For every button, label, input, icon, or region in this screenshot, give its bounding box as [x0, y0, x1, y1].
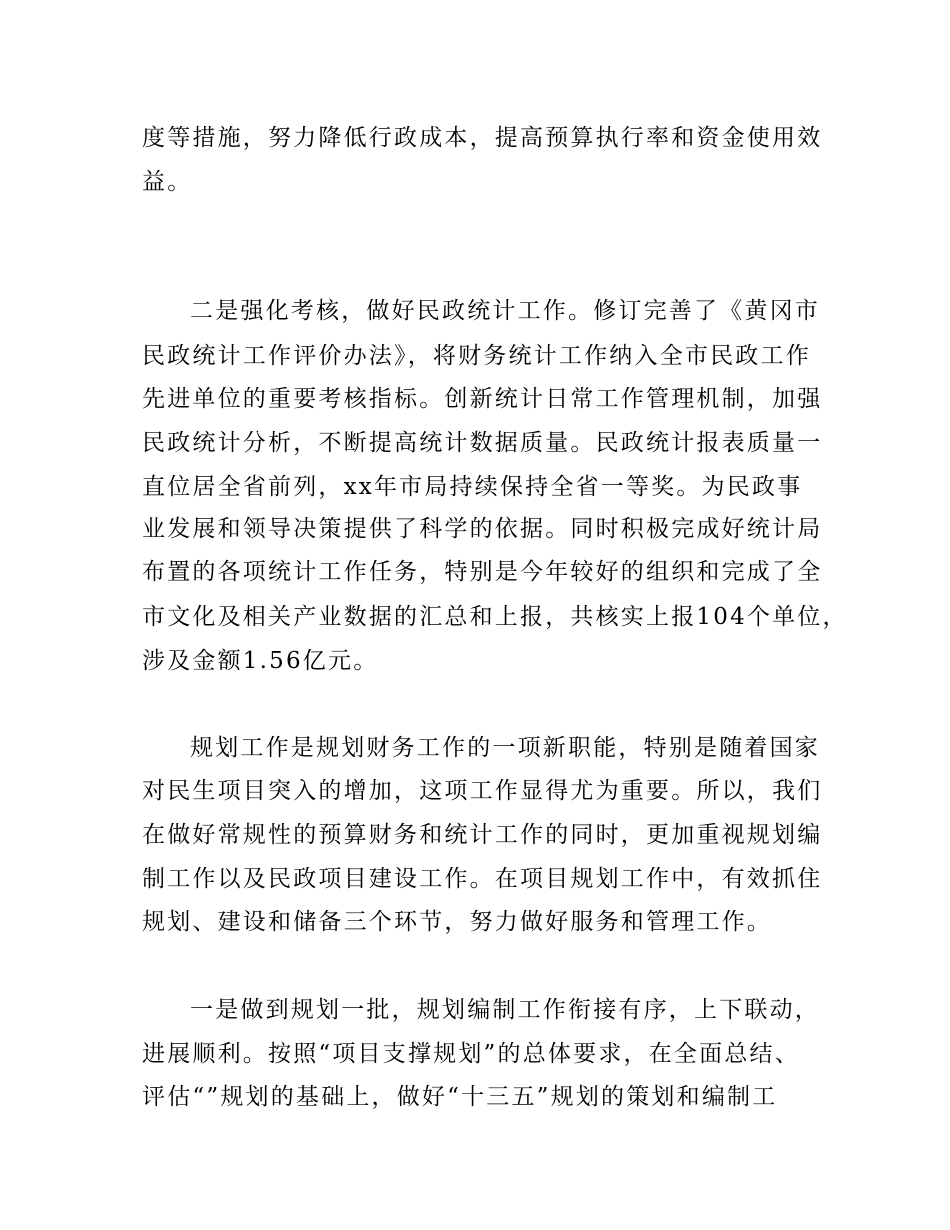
text-line: 在做好常规性的预算财务和统计工作的同时，更加重视规划编	[142, 822, 823, 848]
text-line: 民政统计工作评价办法》，将财务统计工作纳入全市民政工作	[142, 343, 811, 369]
text-line: 益。	[142, 169, 193, 195]
text-line: 二是强化考核，做好民政统计工作。修订完善了《黄冈市	[190, 298, 820, 324]
text-line: 布置的各项统计工作任务，特别是今年较好的组织和完成了全	[142, 559, 823, 585]
text-line: 直位居全省前列，xx年市局持续保持全省一等奖。为民政事	[142, 474, 803, 500]
text-line: 进展顺利。按照“项目支撑规划”的总体要求，在全面总结、	[142, 1041, 800, 1067]
text-line: 规划工作是规划财务工作的一项新职能，特别是随着国家	[190, 735, 820, 761]
text-line: 规划、建设和储备三个环节，努力做好服务和管理工作。	[142, 909, 772, 935]
text-line: 市文化及相关产业数据的汇总和上报，共核实上报104个单位，	[142, 604, 848, 630]
text-line: 一是做到规划一批，规划编制工作衔接有序，上下联动，	[190, 997, 820, 1023]
text-line: 评估“”规划的基础上，做好“十三五”规划的策划和编制工	[142, 1084, 778, 1110]
text-line: 涉及金额1.56亿元。	[142, 648, 379, 674]
text-line: 先进单位的重要考核指标。创新统计日常工作管理机制，加强	[142, 386, 823, 412]
text-line: 业发展和领导决策提供了科学的依据。同时积极完成好统计局	[142, 516, 823, 542]
text-line: 制工作以及民政项目建设工作。在项目规划工作中，有效抓住	[142, 866, 823, 892]
text-line: 度等措施，努力降低行政成本，提高预算执行率和资金使用效	[142, 125, 823, 151]
text-line: 对民生项目突入的增加，这项工作显得尤为重要。所以，我们	[142, 778, 823, 804]
text-line: 民政统计分析，不断提高统计数据质量。民政统计报表质量一	[142, 430, 823, 456]
